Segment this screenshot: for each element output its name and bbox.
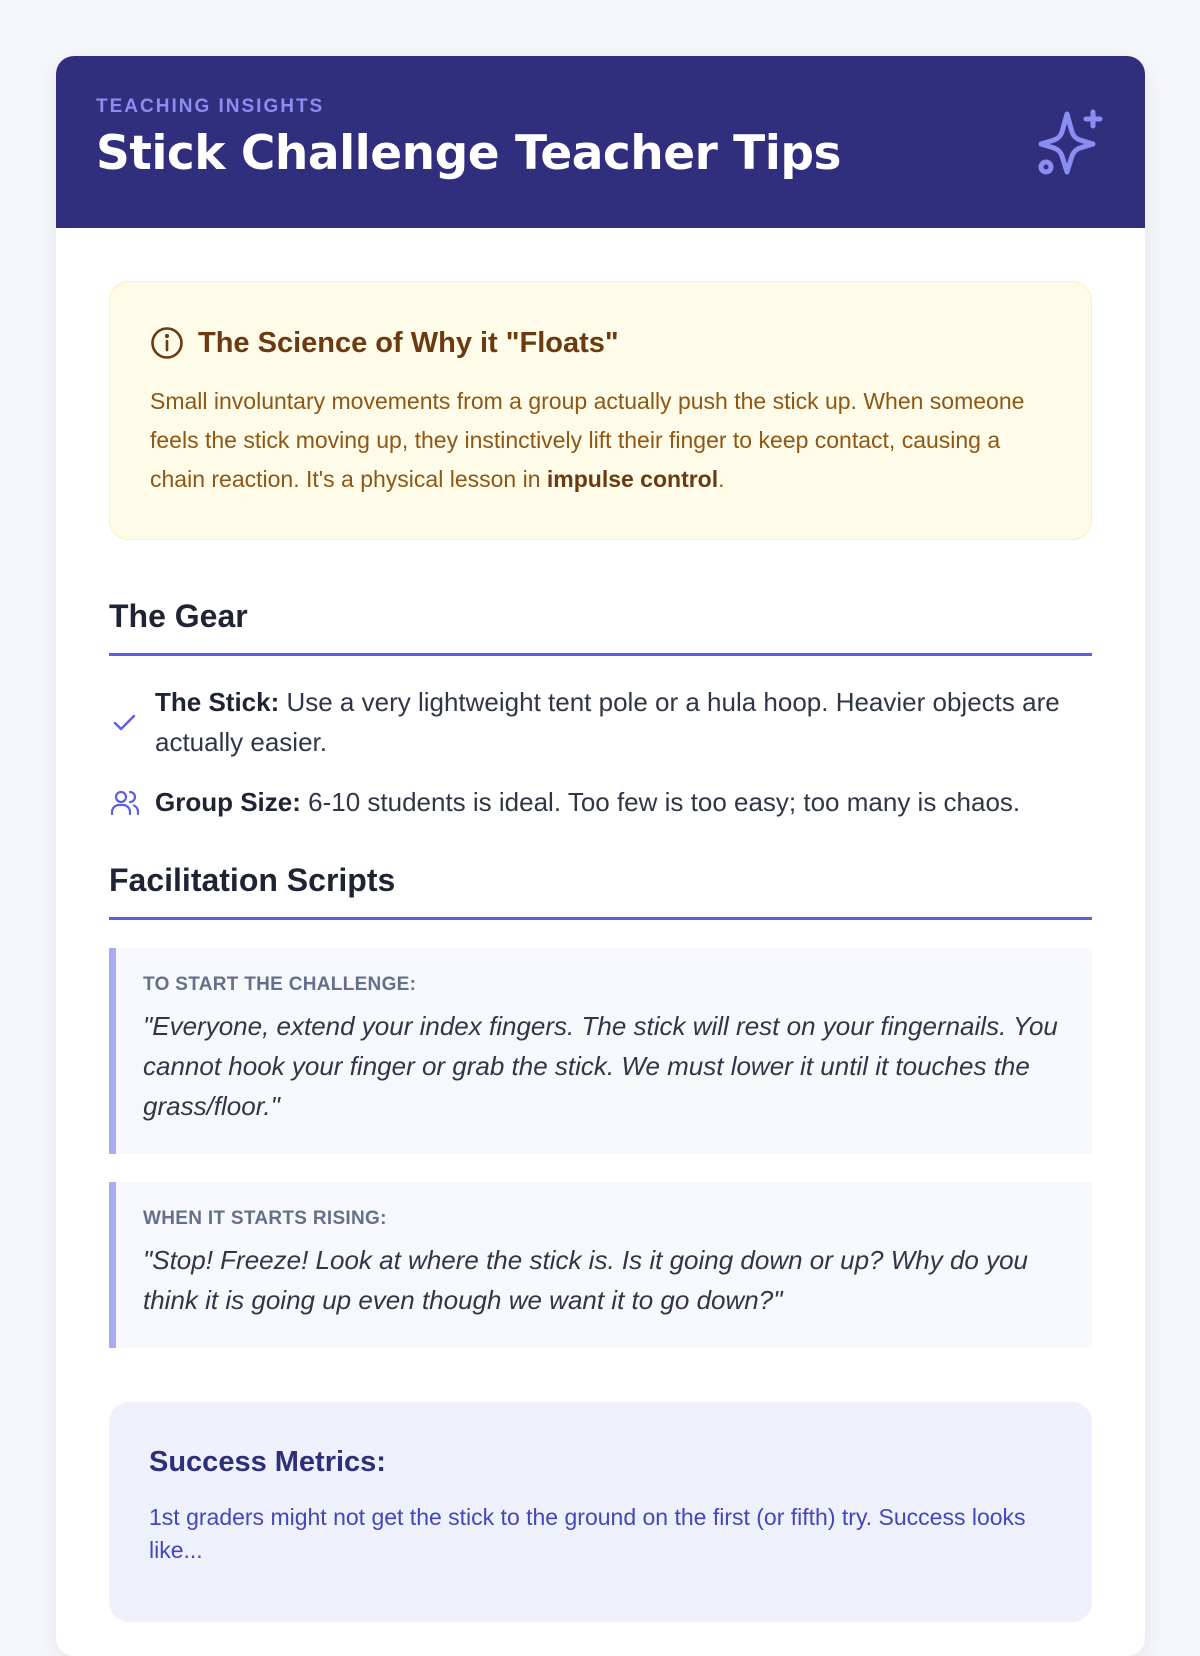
script-card-start	[109, 948, 1092, 1154]
gear-section-title: The Gear	[109, 598, 1092, 656]
gear-item-description: 6-10 students is ideal. Too few is too easy; too many is chaos.	[300, 787, 1021, 817]
script-quote: "Stop! Freeze! Look at where the stick is. Is it going down or up? Why do you think it is going up even though we want it to go down?"	[143, 1245, 1029, 1315]
gear-item-group-size	[109, 782, 1092, 822]
science-emphasis: impulse control	[546, 466, 719, 492]
gear-item-description: Use a very lightweight tent pole or a hula hoop. Heavier objects are actually easier.	[155, 687, 1060, 757]
check-icon	[109, 706, 141, 738]
science-callout-title: The Science of Why it "Floats"	[198, 326, 619, 359]
gear-item-stick	[109, 682, 1092, 762]
header-eyebrow: TEACHING INSIGHTS	[96, 96, 325, 117]
teacher-tips-card	[56, 56, 1145, 1656]
success-metrics-title: Success Metrics:	[149, 1446, 386, 1478]
scripts-section-title: Facilitation Scripts	[109, 862, 1092, 920]
gear-list	[109, 682, 1092, 822]
success-metrics-body: 1st graders might not get the stick to the ground on the first (or fifth) try. Success looks like...	[149, 1504, 1026, 1563]
gear-item-label: The Stick:	[155, 687, 280, 717]
script-quote: "Everyone, extend your index fingers. The stick will rest on your fingernails. You cannot hook your finger or grab the stick. We must lower it until it touches the grass/floor."	[143, 1011, 1058, 1121]
science-body-text: Small involuntary movements from a group actually push the stick up. When someone feels the stick moving up, they instinctively lift their finger to keep contact, causing a chain reaction. It's a physical lesson in	[150, 388, 1025, 492]
users-icon	[109, 786, 141, 818]
sparkles-icon	[1037, 108, 1107, 178]
science-callout	[109, 281, 1092, 540]
card-content	[56, 228, 1145, 1622]
gear-item-label: Group Size:	[155, 787, 301, 817]
page-title: Stick Challenge Teacher Tips	[96, 126, 841, 181]
script-label: WHEN IT STARTS RISING:	[143, 1208, 387, 1229]
gear-item-text	[155, 782, 1020, 822]
script-label: TO START THE CHALLENGE:	[143, 974, 417, 995]
gear-item-text	[155, 682, 1092, 762]
card-header	[56, 56, 1145, 228]
script-card-rising	[109, 1182, 1092, 1348]
info-icon	[150, 326, 184, 360]
science-callout-body	[150, 382, 1051, 499]
science-callout-header	[150, 326, 1051, 360]
science-body-end: .	[718, 466, 725, 492]
success-metrics-callout	[109, 1402, 1092, 1622]
